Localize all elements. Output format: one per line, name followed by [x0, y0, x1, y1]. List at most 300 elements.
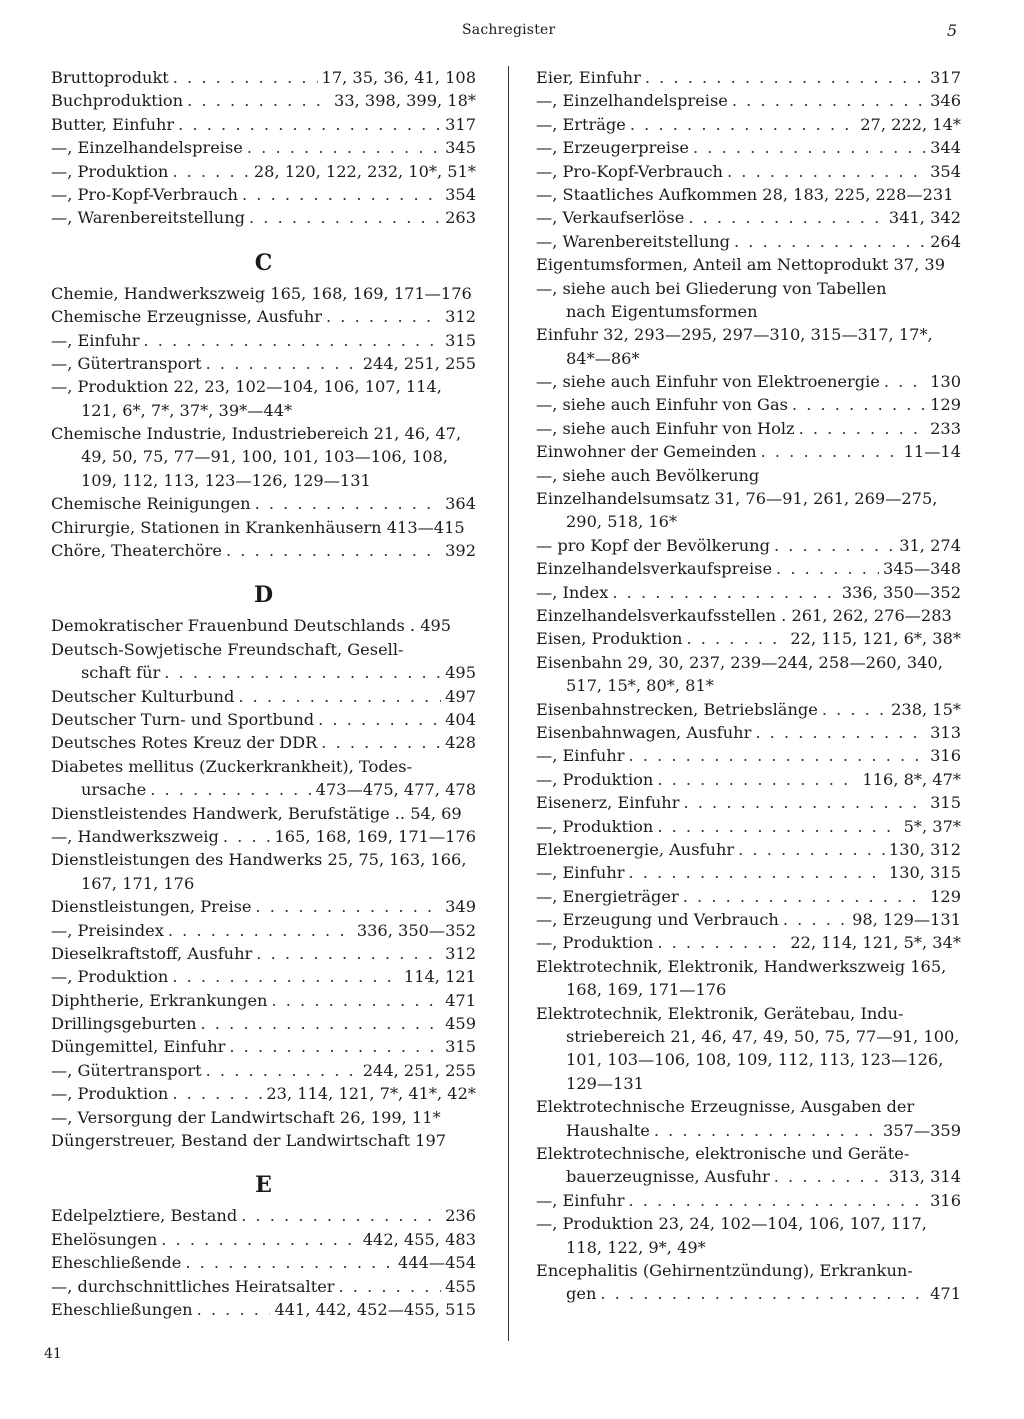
- index-term: gen: [566, 1284, 597, 1304]
- index-term: nach Eigentumsformen: [566, 301, 758, 321]
- page-references: 313, 314: [888, 1167, 961, 1187]
- page-references: 315: [930, 793, 961, 813]
- index-entry-line: [536, 440, 961, 463]
- index-entry-line: [51, 1204, 476, 1227]
- index-entry-line: [51, 802, 476, 825]
- index-entry: [536, 861, 961, 884]
- index-entry-line: [51, 989, 476, 1012]
- index-term: —, Verkaufserlöse: [536, 208, 685, 228]
- index-column-left: [51, 66, 476, 1321]
- page-references: 336, 350—352: [841, 582, 961, 602]
- index-term: —, siehe auch Bevölkerung: [536, 465, 760, 485]
- index-term: Chemie, Handwerkszweig 165, 168, 169, 171—176: [51, 283, 472, 303]
- index-entry: [536, 838, 961, 861]
- leader-dots: [755, 721, 926, 744]
- page-references: 116, 8*, 47*: [862, 769, 961, 789]
- page-references: 22, 115, 121, 6*, 38*: [790, 629, 961, 649]
- index-term: Chirurgie, Stationen in Krankenhäusern 413—415: [51, 517, 465, 537]
- leader-dots: [172, 1082, 262, 1105]
- page-references: 444—454: [398, 1253, 476, 1273]
- index-entry-line: [536, 464, 961, 487]
- page-references: 236: [445, 1206, 476, 1226]
- leader-dots: [727, 160, 926, 183]
- page-references: 336, 350—352: [356, 920, 476, 940]
- index-term: 168, 169, 171—176: [566, 980, 727, 1000]
- leader-dots: [734, 230, 926, 253]
- leader-dots: [657, 768, 858, 791]
- leader-dots: [172, 160, 250, 183]
- index-entry: [536, 955, 961, 1002]
- index-entry-line: [536, 323, 961, 346]
- index-term: 118, 122, 9*, 49*: [566, 1237, 706, 1257]
- index-entry: [536, 815, 961, 838]
- leader-dots: [229, 1035, 441, 1058]
- index-term: Eisen, Produktion: [536, 629, 683, 649]
- index-entry: [536, 487, 961, 534]
- index-entry: [51, 375, 476, 422]
- index-term: —, siehe auch Einfuhr von Elektroenergie: [536, 372, 880, 392]
- index-entry-continuation: [536, 674, 961, 697]
- page-references: 312: [445, 943, 476, 963]
- leader-dots: [197, 1298, 271, 1321]
- index-entry-continuation: [51, 778, 476, 801]
- leader-dots: [683, 791, 926, 814]
- index-entry: [51, 638, 476, 685]
- index-term: Deutsches Rotes Kreuz der DDR: [51, 733, 318, 753]
- index-term: Elektrotechnik, Elektronik, Handwerkszweig 165,: [536, 956, 947, 976]
- leader-dots: [161, 1228, 358, 1251]
- index-term: Bruttoprodukt: [51, 68, 169, 87]
- index-term: —, Produktion 22, 23, 102—104, 106, 107, 114,: [51, 377, 442, 397]
- index-term: Haushalte: [566, 1120, 650, 1140]
- page-references: 357—359: [883, 1120, 961, 1140]
- index-term: bauerzeugnisse, Ausfuhr: [566, 1167, 770, 1187]
- index-entry: [51, 1228, 476, 1251]
- index-entry: [536, 1095, 961, 1142]
- index-term: Deutscher Kulturbund: [51, 686, 235, 706]
- index-entry-line: [51, 942, 476, 965]
- index-entry-line: [51, 516, 476, 539]
- index-term: —, Warenbereitstellung: [536, 231, 731, 251]
- leader-dots: [774, 534, 895, 557]
- index-entry-line: [51, 1228, 476, 1251]
- index-entry: [51, 965, 476, 988]
- page-references: 31, 274: [899, 535, 961, 555]
- leader-dots: [683, 885, 926, 908]
- index-term: —, Produktion: [536, 816, 654, 836]
- index-entry: [51, 614, 476, 637]
- index-entry: [51, 1129, 476, 1152]
- leader-dots: [761, 440, 900, 463]
- index-entry-line: [536, 1259, 961, 1282]
- page-references: 315: [445, 330, 476, 350]
- index-group-d: [51, 614, 476, 1152]
- index-term: 121, 6*, 7*, 37*, 39*—44*: [81, 400, 293, 420]
- section-letter-d: D: [253, 582, 274, 609]
- page-references: 344: [930, 138, 961, 158]
- index-entry-line: [536, 206, 961, 229]
- index-entry: [536, 160, 961, 183]
- index-term: Chemische Industrie, Industriebereich 21, 46, 47,: [51, 424, 462, 444]
- index-entry: [51, 1012, 476, 1035]
- index-group-e-continued: [536, 66, 961, 1306]
- index-term: Buchproduktion: [51, 91, 184, 111]
- index-entry: [536, 1212, 961, 1259]
- index-term: 84*—86*: [566, 348, 640, 368]
- page-references: 317: [930, 68, 961, 87]
- index-entry-line: [51, 352, 476, 375]
- page-references: 244, 251, 255: [362, 353, 476, 373]
- index-entry: [536, 627, 961, 650]
- page-references: 129: [930, 886, 961, 906]
- index-entry: [536, 230, 961, 253]
- page-references: 455: [445, 1276, 476, 1296]
- index-entry: [51, 66, 476, 89]
- index-entry: [536, 206, 961, 229]
- index-entry-line: [536, 370, 961, 393]
- index-term: —, Versorgung der Landwirtschaft 26, 199, 11*: [51, 1107, 441, 1127]
- index-entry: [51, 1106, 476, 1129]
- index-entry-line: [51, 136, 476, 159]
- index-entry-line: [51, 755, 476, 778]
- page-references: 33, 398, 399, 18*: [334, 91, 476, 111]
- index-entry-line: [51, 731, 476, 754]
- index-term: 109, 112, 113, 123—126, 129—131: [81, 470, 371, 490]
- index-entry: [536, 113, 961, 136]
- index-entry-line: [51, 685, 476, 708]
- leader-dots: [884, 370, 926, 393]
- page-references: 238, 15*: [891, 699, 961, 719]
- index-entry: [51, 848, 476, 895]
- index-entry-line: [51, 895, 476, 918]
- leader-dots: [242, 183, 441, 206]
- index-entry-line: [51, 282, 476, 305]
- index-entry-line: [51, 1012, 476, 1035]
- index-entry: [51, 1035, 476, 1058]
- page-references: 349: [445, 897, 476, 917]
- index-entry-line: [536, 651, 961, 674]
- index-term: Elektrotechnische, elektronische und Geräte-: [536, 1143, 910, 1163]
- leader-dots: [206, 1059, 359, 1082]
- index-entry: [51, 422, 476, 492]
- index-entry: [51, 989, 476, 1012]
- index-term: Chöre, Theaterchöre: [51, 541, 222, 561]
- index-entry-line: [536, 885, 961, 908]
- leader-dots: [318, 708, 441, 731]
- index-entry-continuation: [536, 347, 961, 370]
- index-entry-continuation: [536, 1165, 961, 1188]
- page-references: 244, 251, 255: [362, 1060, 476, 1080]
- index-entry-line: [536, 861, 961, 884]
- index-entry: [51, 942, 476, 965]
- index-entry: [51, 136, 476, 159]
- leader-dots: [822, 698, 887, 721]
- leader-dots: [241, 1204, 441, 1227]
- leader-dots: [178, 113, 441, 136]
- index-entry: [536, 768, 961, 791]
- leader-dots: [776, 557, 879, 580]
- leader-dots: [206, 352, 359, 375]
- index-term: Düngerstreuer, Bestand der Landwirtschaft 197: [51, 1131, 447, 1151]
- page-references: 22, 114, 121, 5*, 34*: [790, 933, 961, 953]
- page-references: 315: [445, 1037, 476, 1057]
- page-references: 354: [930, 161, 961, 181]
- leader-dots: [654, 1119, 879, 1142]
- section-letter-c: C: [254, 249, 273, 276]
- page-header: [0, 22, 1024, 42]
- index-entry: [536, 464, 961, 487]
- page-references: 345: [445, 138, 476, 158]
- index-entry-line: [51, 89, 476, 112]
- index-term: Eier, Einfuhr: [536, 68, 641, 87]
- index-entry: [51, 708, 476, 731]
- index-term: Düngemittel, Einfuhr: [51, 1037, 226, 1057]
- page-references: 404: [445, 709, 476, 729]
- index-term: —, Produktion 23, 24, 102—104, 106, 107, 117,: [536, 1214, 927, 1234]
- index-entry-continuation: [51, 399, 476, 422]
- leader-dots: [600, 1282, 926, 1305]
- index-entry: [536, 534, 961, 557]
- index-entry-line: [536, 1002, 961, 1025]
- leader-dots: [321, 731, 441, 754]
- page-references: 341, 342: [888, 208, 961, 228]
- index-entry: [536, 417, 961, 440]
- index-entry-line: [536, 721, 961, 744]
- page-references: 17, 35, 36, 41, 108: [321, 68, 476, 87]
- index-term: —, siehe auch Einfuhr von Gas: [536, 395, 788, 415]
- page-references: 114, 121: [403, 967, 476, 987]
- index-entry: [536, 1142, 961, 1189]
- index-term: Einwohner der Gemeinden: [536, 442, 757, 462]
- index-entry-continuation: [536, 1025, 961, 1048]
- index-entry: [536, 89, 961, 112]
- index-term: Dienstleistendes Handwerk, Berufstätige .. 54, 69: [51, 803, 462, 823]
- index-term: —, Pro-Kopf-Verbrauch: [51, 184, 238, 204]
- index-entry-line: [536, 815, 961, 838]
- index-entry-line: [51, 1082, 476, 1105]
- page-references: 130, 315: [888, 863, 961, 883]
- index-term: Encephalitis (Gehirnentzündung), Erkrankun-: [536, 1260, 913, 1280]
- leader-dots: [657, 931, 786, 954]
- index-entry: [51, 1204, 476, 1227]
- index-entry: [536, 885, 961, 908]
- index-term: Drillingsgeburten: [51, 1014, 197, 1034]
- index-entry-line: [536, 89, 961, 112]
- index-entry: [536, 604, 961, 627]
- leader-dots: [774, 1165, 885, 1188]
- index-entry-continuation: [51, 661, 476, 684]
- index-entry-line: [536, 791, 961, 814]
- index-term: Eheschließungen: [51, 1299, 193, 1319]
- page-references: 27, 222, 14*: [860, 114, 961, 134]
- index-term: Eisenerz, Einfuhr: [536, 793, 680, 813]
- index-term: Einfuhr 32, 293—295, 297—310, 315—317, 17*,: [536, 325, 933, 345]
- leader-dots: [150, 778, 311, 801]
- page-references: 316: [930, 1190, 961, 1210]
- index-entry-line: [536, 253, 961, 276]
- index-term: —, Einzelhandelspreise: [51, 138, 243, 158]
- index-entry-line: [51, 422, 476, 445]
- index-term: Dienstleistungen, Preise: [51, 897, 252, 917]
- index-entry-line: [51, 1106, 476, 1129]
- leader-dots: [628, 744, 926, 767]
- page-references: 264: [930, 231, 961, 251]
- page-references: 130, 312: [888, 839, 961, 859]
- index-entry: [51, 919, 476, 942]
- index-term: —, Handwerkszweig: [51, 826, 219, 846]
- index-entry-line: [51, 825, 476, 848]
- index-term: —, Erzeugung und Verbrauch: [536, 910, 779, 930]
- index-entry-line: [536, 66, 961, 89]
- page-references: 364: [445, 494, 476, 514]
- index-entry: [536, 698, 961, 721]
- index-term: 517, 15*, 80*, 81*: [566, 676, 714, 696]
- index-term: —, Pro-Kopf-Verbrauch: [536, 161, 723, 181]
- index-entry: [51, 895, 476, 918]
- index-entry-line: [51, 1275, 476, 1298]
- index-term: Diphtherie, Erkrankungen: [51, 990, 268, 1010]
- index-entry-line: [536, 1189, 961, 1212]
- index-entry-line: [51, 1129, 476, 1152]
- page-references: 428: [445, 733, 476, 753]
- index-term: 49, 50, 75, 77—91, 100, 101, 103—106, 108,: [81, 447, 449, 467]
- index-entry-line: [536, 557, 961, 580]
- index-entry-line: [51, 539, 476, 562]
- index-entry-line: [51, 919, 476, 942]
- index-entry: [536, 253, 961, 276]
- index-entry-line: [536, 955, 961, 978]
- index-term: Elektrotechnische Erzeugnisse, Ausgaben der: [536, 1097, 915, 1117]
- leader-dots: [630, 113, 856, 136]
- index-entry: [536, 136, 961, 159]
- leader-dots: [226, 539, 441, 562]
- index-term: —, Produktion: [536, 933, 654, 953]
- index-entry: [536, 721, 961, 744]
- index-entry: [536, 323, 961, 370]
- index-term: Eheschließende: [51, 1253, 182, 1273]
- index-group-c: [51, 282, 476, 563]
- index-entry: [51, 755, 476, 802]
- index-entry-line: [51, 848, 476, 871]
- index-entry: [51, 89, 476, 112]
- index-term: 167, 171, 176: [81, 873, 195, 893]
- index-entry-line: [536, 160, 961, 183]
- page-references: 165, 168, 169, 171—176: [274, 826, 476, 846]
- index-entry-line: [536, 136, 961, 159]
- index-term: —, Produktion: [536, 769, 654, 789]
- index-entry: [51, 1059, 476, 1082]
- index-entry-line: [51, 1059, 476, 1082]
- index-term: —, Produktion: [51, 161, 169, 181]
- index-entry: [51, 1251, 476, 1274]
- page-references: 98, 129—131: [852, 910, 961, 930]
- index-entry-line: [51, 375, 476, 398]
- index-entry: [51, 1082, 476, 1105]
- index-entry-continuation: [536, 510, 961, 533]
- leader-dots: [249, 206, 441, 229]
- page-references: 313: [930, 722, 961, 742]
- index-entry: [51, 802, 476, 825]
- page-references: 23, 114, 121, 7*, 41*, 42*: [266, 1084, 476, 1104]
- leader-dots: [657, 815, 899, 838]
- page-references: 312: [445, 307, 476, 327]
- page-references: 130: [930, 372, 961, 392]
- index-entry: [536, 931, 961, 954]
- page-references: 441, 442, 452—455, 515: [274, 1299, 476, 1319]
- leader-dots: [339, 1275, 442, 1298]
- index-term: Eisenbahn 29, 30, 237, 239—244, 258—260, 340,: [536, 652, 943, 672]
- index-entry-line: [51, 708, 476, 731]
- index-entry-line: [536, 534, 961, 557]
- index-entry-continuation: [536, 1048, 961, 1071]
- index-entry: [536, 66, 961, 89]
- index-entry-line: [51, 66, 476, 89]
- page-references: 471: [930, 1284, 961, 1304]
- index-group-e: [51, 1204, 476, 1321]
- index-term: —, Einfuhr: [536, 863, 625, 883]
- index-entry: [51, 516, 476, 539]
- index-term: Dieselkraftstoff, Ausfuhr: [51, 943, 253, 963]
- page-references: 459: [445, 1014, 476, 1034]
- index-entry-continuation: [536, 1072, 961, 1095]
- leader-dots: [168, 919, 353, 942]
- index-entry: [51, 206, 476, 229]
- index-column-right: [536, 66, 961, 1306]
- leader-dots: [143, 329, 441, 352]
- page-references: 28, 120, 122, 232, 10*, 51*: [253, 161, 476, 181]
- leader-dots: [645, 66, 926, 89]
- index-entry-line: [51, 965, 476, 988]
- page-references: 316: [930, 746, 961, 766]
- index-entry-line: [536, 604, 961, 627]
- index-term: —, Einzelhandelspreise: [536, 91, 728, 111]
- index-term: Butter, Einfuhr: [51, 114, 175, 134]
- index-term: —, Energieträger: [536, 886, 679, 906]
- index-entry: [536, 1259, 961, 1306]
- index-entry: [51, 492, 476, 515]
- leader-dots: [738, 838, 885, 861]
- index-term: Eisenbahnstrecken, Betriebslänge: [536, 699, 818, 719]
- index-term: striebereich 21, 46, 47, 49, 50, 75, 77—91, 100,: [566, 1027, 960, 1047]
- index-term: 129—131: [566, 1073, 644, 1093]
- page-number: 5: [947, 21, 958, 40]
- leader-dots: [238, 685, 441, 708]
- page-references: 346: [930, 91, 961, 111]
- index-entry: [51, 160, 476, 183]
- index-term: —, siehe auch bei Gliederung von Tabellen: [536, 278, 887, 298]
- index-term: —, Erträge: [536, 114, 626, 134]
- index-entry: [536, 1189, 961, 1212]
- index-entry-continuation: [51, 469, 476, 492]
- index-entry: [51, 113, 476, 136]
- section-letter-e: E: [255, 1172, 272, 1199]
- index-entry-line: [51, 305, 476, 328]
- index-entry-line: [536, 183, 961, 206]
- page-references: 392: [445, 541, 476, 561]
- index-entry-line: [536, 581, 961, 604]
- leader-dots: [223, 825, 271, 848]
- index-entry: [51, 825, 476, 848]
- index-entry-continuation: [51, 445, 476, 468]
- index-entry-line: [536, 768, 961, 791]
- leader-dots: [732, 89, 926, 112]
- leader-dots: [612, 581, 837, 604]
- index-entry-line: [536, 931, 961, 954]
- index-entry-continuation: [536, 1236, 961, 1259]
- index-entry: [536, 183, 961, 206]
- index-term: —, Erzeugerpreise: [536, 138, 689, 158]
- index-term: Deutsch-Sowjetische Freundschaft, Gesell-: [51, 639, 404, 659]
